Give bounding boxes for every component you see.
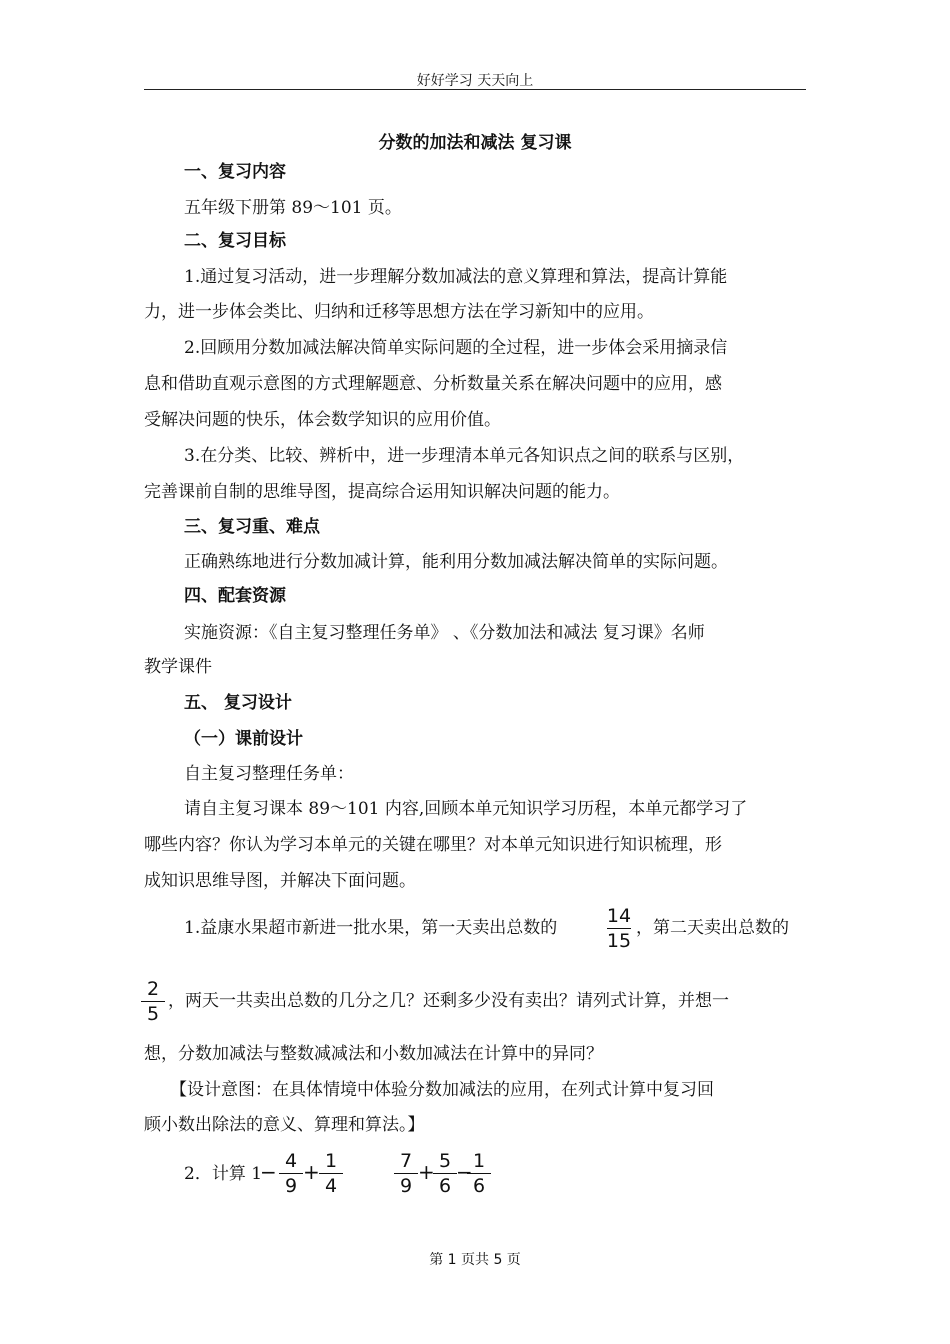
section-text-content: 五年级下册第 89～101 页。	[184, 198, 402, 218]
fraction-bar	[279, 1173, 303, 1174]
resources-line-2: 教学课件	[144, 657, 212, 677]
section-heading-key-points: 三、复习重、难点	[184, 517, 320, 537]
q1-fraction-2-5	[138, 978, 168, 1025]
plus-sign: +	[303, 1160, 320, 1184]
fraction-denominator: 4	[324, 1175, 338, 1197]
fraction-numerator: 5	[438, 1150, 452, 1172]
resources-line-1: 实施资源：《自主复习整理任务单》 、《分数加法和减法 复习课》名师	[184, 623, 705, 643]
section-heading-content: 一、复习内容	[184, 162, 286, 182]
task-paragraph-line-1: 请自主复习课本 89～101 内容,回顾本单元知识学习历程，本单元都学习了	[184, 799, 748, 819]
design-intent-line-2: 顾小数出除法的意义、算理和算法。】	[144, 1115, 425, 1135]
goal-3-line-2: 完善课前自制的思维导图，提高综合运用知识解决问题的能力。	[144, 482, 620, 502]
section-heading-goals: 二、复习目标	[184, 231, 286, 251]
fraction-denominator: 9	[399, 1175, 413, 1197]
goal-1-line-1: 1.通过复习活动，进一步理解分数加减法的意义算理和算法，提高计算能	[184, 267, 728, 287]
fraction-denominator: 9	[284, 1175, 298, 1197]
fraction-numerator: 1	[472, 1150, 486, 1172]
fraction-bar	[467, 1173, 491, 1174]
fraction-numerator: 14	[606, 905, 632, 927]
fraction-bar	[607, 928, 631, 929]
q1-text-part-d: 想，分数加减法与整数减减法和小数加减法在计算中的异同？	[144, 1044, 603, 1064]
page-footer: 第 1 页共 5 页	[429, 1252, 521, 1268]
q1-fraction-14-15	[604, 905, 634, 952]
goal-2-line-1: 2.回顾用分数加减法解决简单实际问题的全过程，进一步体会采用摘录信	[184, 338, 728, 358]
fraction-numerator: 7	[399, 1150, 413, 1172]
goal-2-line-3: 受解决问题的快乐，体会数学知识的应用价值。	[144, 410, 501, 430]
document-title: 分数的加法和减法 复习课	[378, 133, 572, 153]
q1-text-part-c: ，两天一共卖出总数的几分之几？还剩多少没有卖出？请列式计算，并想一	[168, 991, 729, 1011]
q2-fraction-7-9	[391, 1150, 421, 1197]
q2-fraction-1-6	[464, 1150, 494, 1197]
q2-label: 2．计算 1	[184, 1164, 263, 1184]
key-points-text: 正确熟练地进行分数加减计算，能利用分数加减法解决简单的实际问题。	[184, 552, 728, 572]
q1-text-part-a: 1.益康水果超市新进一批水果，第一天卖出总数的	[184, 918, 558, 938]
minus-sign: −	[260, 1160, 277, 1184]
fraction-denominator: 6	[472, 1175, 486, 1197]
goal-2-line-2: 息和借助直观示意图的方式理解题意、分析数量关系在解决问题中的应用，感	[144, 374, 722, 394]
section-heading-design: 五、 复习设计	[184, 693, 292, 713]
fraction-bar	[319, 1173, 343, 1174]
fraction-numerator: 4	[284, 1150, 298, 1172]
fraction-denominator: 15	[606, 930, 632, 952]
header-divider	[144, 89, 806, 90]
q2-fraction-4-9	[276, 1150, 306, 1197]
goal-3-line-1: 3.在分类、比较、辨析中，进一步理清本单元各知识点之间的联系与区别，	[184, 446, 745, 466]
plus-sign: +	[418, 1160, 435, 1184]
task-paragraph-line-3: 成知识思维导图，并解决下面问题。	[144, 871, 416, 891]
fraction-bar	[433, 1173, 457, 1174]
design-intent-line-1: 【设计意图：在具体情境中体验分数加减法的应用，在列式计算中复习回	[170, 1080, 714, 1100]
goal-1-line-2: 力，进一步体会类比、归纳和迁移等思想方法在学习新知中的应用。	[144, 302, 654, 322]
fraction-denominator: 5	[146, 1003, 160, 1025]
fraction-bar	[394, 1173, 418, 1174]
q2-fraction-1-4	[316, 1150, 346, 1197]
fraction-numerator: 1	[324, 1150, 338, 1172]
section-heading-resources: 四、配套资源	[184, 586, 286, 606]
fraction-numerator: 2	[146, 978, 160, 1000]
fraction-bar	[141, 1001, 165, 1002]
task-sheet-label: 自主复习整理任务单：	[184, 764, 354, 784]
task-paragraph-line-2: 哪些内容？你认为学习本单元的关键在哪里？对本单元知识进行知识梳理，形	[144, 835, 722, 855]
q1-text-part-b: ，第二天卖出总数的	[636, 918, 789, 938]
subsection-heading-preclass: （一）课前设计	[184, 729, 303, 749]
minus-sign: −	[456, 1160, 473, 1184]
page-header: 好好学习 天天向上	[416, 73, 534, 89]
fraction-denominator: 6	[438, 1175, 452, 1197]
